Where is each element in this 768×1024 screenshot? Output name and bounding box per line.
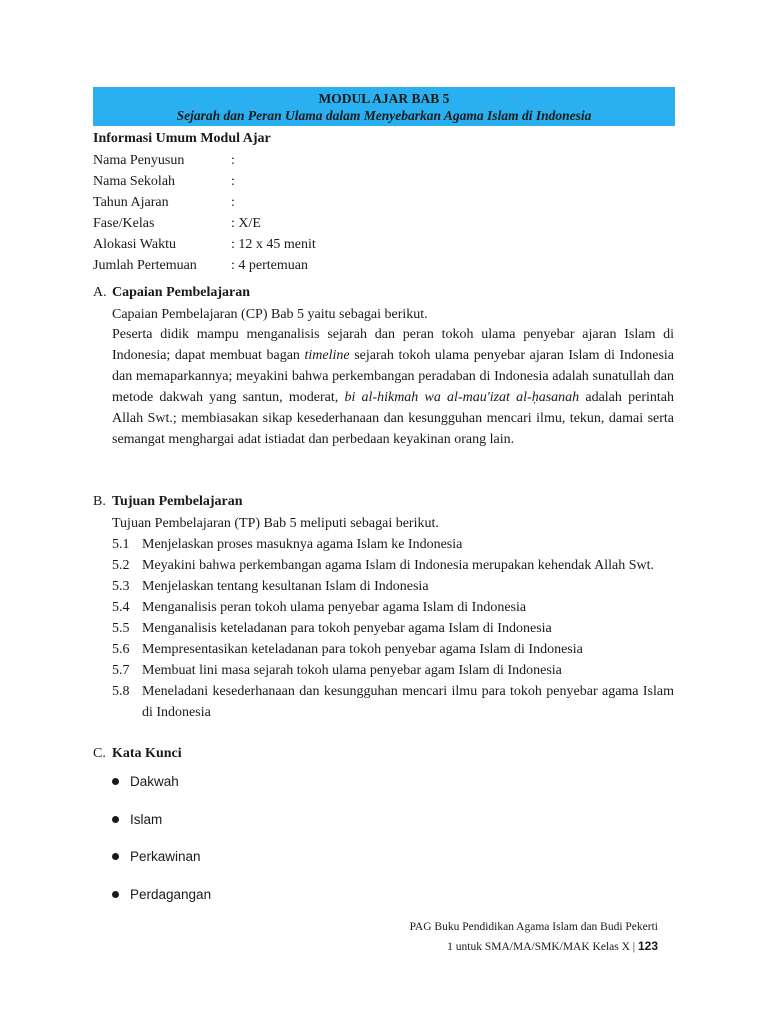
body-text: Peserta didik mampu menganalisis sejarah dan peran tokoh ulama penyebar ajaran Islam di Indonesia; dapat membuat bagan bbox=[112, 327, 674, 363]
bullet-icon bbox=[112, 778, 119, 785]
info-label: Nama Penyusun bbox=[93, 153, 185, 168]
section-title: Tujuan Pembelajaran bbox=[112, 494, 243, 509]
info-label: Tahun Ajaran bbox=[93, 195, 169, 210]
bullet-icon bbox=[112, 816, 119, 823]
item-number: 5.6 bbox=[112, 642, 130, 657]
list-item bbox=[112, 618, 674, 639]
section-title: Kata Kunci bbox=[112, 746, 182, 761]
keyword-item bbox=[112, 810, 211, 848]
list-item bbox=[112, 534, 674, 555]
section-letter: C. bbox=[93, 746, 106, 761]
module-subtitle: Sejarah dan Peran Ulama dalam Menyebarkan Agama Islam di Indonesia bbox=[176, 108, 592, 123]
item-number: 5.7 bbox=[112, 663, 130, 678]
footer-class-line bbox=[410, 937, 658, 957]
item-number: 5.5 bbox=[112, 621, 130, 636]
section-c-heading bbox=[93, 744, 182, 764]
item-text: Meyakini bahwa perkembangan agama Islam di Indonesia merupakan kehendak Allah Swt. bbox=[142, 558, 655, 573]
keyword-item bbox=[112, 847, 211, 885]
item-text: Menjelaskan tentang kesultanan Islam di Indonesia bbox=[142, 579, 429, 594]
list-item bbox=[112, 681, 674, 723]
page-number: 123 bbox=[637, 939, 658, 953]
info-label: Alokasi Waktu bbox=[93, 237, 176, 252]
item-number: 5.4 bbox=[112, 600, 130, 615]
keyword-text: Perkawinan bbox=[130, 849, 201, 864]
objectives-list bbox=[112, 534, 674, 723]
list-item bbox=[112, 639, 674, 660]
item-number: 5.1 bbox=[112, 537, 130, 552]
page-footer bbox=[410, 918, 658, 957]
body-italic: bi al-hikmah wa al-mau'izat al-ḥasanah bbox=[344, 390, 580, 405]
list-item bbox=[112, 597, 674, 618]
item-text: Menganalisis keteladanan para tokoh penyebar agama Islam di Indonesia bbox=[142, 621, 552, 636]
info-value: : bbox=[231, 174, 235, 189]
list-item bbox=[112, 555, 674, 576]
section-a-intro: Capaian Pembelajaran (CP) Bab 5 yaitu sebagai berikut. bbox=[112, 307, 428, 322]
keyword-text: Perdagangan bbox=[130, 886, 212, 902]
keyword-item bbox=[112, 772, 211, 810]
footer-class: 1 untuk SMA/MA/SMK/MAK Kelas X | bbox=[447, 941, 636, 953]
list-item bbox=[112, 576, 674, 597]
info-value: : bbox=[231, 195, 235, 210]
section-b-heading bbox=[93, 492, 243, 512]
item-text: Meneladani kesederhanaan dan kesungguhan mencari ilmu para tokoh penyebar agama Islam di Indonesia bbox=[142, 684, 674, 720]
keyword-text: Dakwah bbox=[130, 774, 179, 789]
section-letter: A. bbox=[93, 285, 107, 300]
info-value: : bbox=[231, 153, 235, 168]
body-italic: timeline bbox=[304, 348, 350, 363]
item-text: Mempresentasikan keteladanan para tokoh penyebar agama Islam di Indonesia bbox=[142, 642, 583, 657]
item-number: 5.8 bbox=[112, 684, 130, 699]
keyword-list bbox=[112, 772, 211, 922]
module-title: MODUL AJAR BAB 5 bbox=[318, 91, 450, 106]
section-a-body bbox=[112, 324, 674, 450]
section-letter: B. bbox=[93, 494, 106, 509]
info-label: Fase/Kelas bbox=[93, 216, 155, 231]
item-number: 5.2 bbox=[112, 558, 130, 573]
bullet-icon bbox=[112, 891, 119, 898]
keyword-item bbox=[112, 885, 211, 923]
section-b-intro: Tujuan Pembelajaran (TP) Bab 5 meliputi sebagai berikut. bbox=[112, 516, 439, 531]
title-banner bbox=[93, 87, 675, 126]
list-item bbox=[112, 660, 674, 681]
keyword-text: Islam bbox=[130, 811, 163, 827]
info-heading: Informasi Umum Modul Ajar bbox=[93, 131, 271, 146]
info-value: : 4 pertemuan bbox=[231, 258, 308, 273]
item-text: Menjelaskan proses masuknya agama Islam ke Indonesia bbox=[142, 537, 463, 552]
section-title: Capaian Pembelajaran bbox=[112, 285, 251, 300]
item-text: Membuat lini masa sejarah tokoh ulama penyebar agam Islam di Indonesia bbox=[142, 663, 562, 678]
section-a-heading bbox=[93, 283, 250, 303]
bullet-icon bbox=[112, 853, 119, 860]
body-text: adalah perintah Allah Swt.; membiasakan sikap kesederhanaan dan kesungguhan mencari ilmu, tekun, damai serta semangat menghargai adat istiadat dan perbedaan keyakinan orang lain. bbox=[112, 390, 674, 447]
body-text: sejarah tokoh ulama penyebar ajaran Islam di Indonesia dan memaparkannya; meyakini bahwa perkembangan peradaban di Indonesia adalah sunatullah dan metode dakwah yang santun, moderat, bbox=[112, 348, 674, 405]
info-value: : 12 x 45 menit bbox=[231, 237, 316, 252]
item-number: 5.3 bbox=[112, 579, 130, 594]
footer-book-title: PAG Buku Pendidikan Agama Islam dan Budi Pekerti bbox=[409, 921, 658, 933]
info-label: Nama Sekolah bbox=[93, 174, 176, 189]
info-value: : X/E bbox=[231, 216, 261, 231]
info-label: Jumlah Pertemuan bbox=[93, 258, 197, 273]
item-text: Menganalisis peran tokoh ulama penyebar agama Islam di Indonesia bbox=[142, 600, 527, 615]
